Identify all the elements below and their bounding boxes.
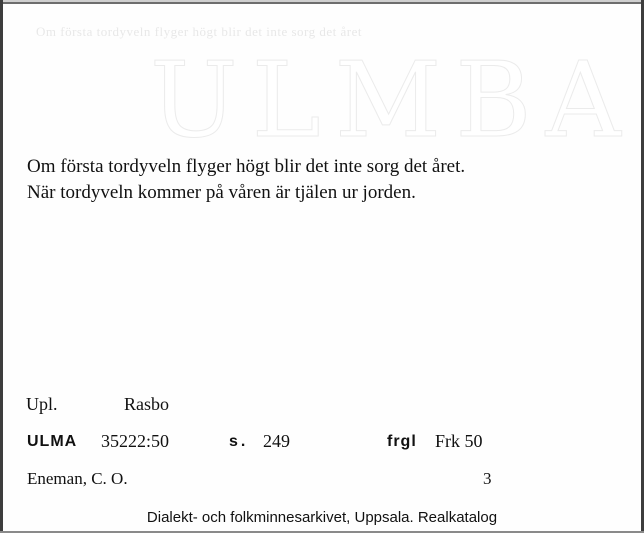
card-number: 3 <box>483 469 492 488</box>
questionnaire-label: frgl <box>387 433 417 450</box>
parish: Rasbo <box>124 394 169 414</box>
card-body-text <box>27 154 627 206</box>
bleed-through-text: Om första tordyveln flyger högt blir det inte sorg det året <box>36 24 363 39</box>
card-left-edge <box>0 0 3 533</box>
collector-name: Eneman, C. O. <box>27 469 128 488</box>
archive-number: 35222:50 <box>101 431 170 451</box>
province: Upl. <box>26 394 58 414</box>
page-label: s. <box>229 433 249 450</box>
archive-footer: Dialekt- och folkminnesarkivet, Uppsala. Realkatalog <box>146 509 498 526</box>
body-line-2: När tordyveln kommer på våren är tjälen ur jorden. <box>27 182 416 203</box>
bleed-through-watermark: ULMBA <box>150 39 635 161</box>
questionnaire-value: Frk 50 <box>435 431 483 451</box>
archive-label: ULMA <box>27 433 78 450</box>
page-number: 249 <box>263 431 290 451</box>
card-top-edge <box>0 0 644 4</box>
body-line-1: Om första tordyveln flyger högt blir det inte sorg det året. <box>27 156 466 177</box>
